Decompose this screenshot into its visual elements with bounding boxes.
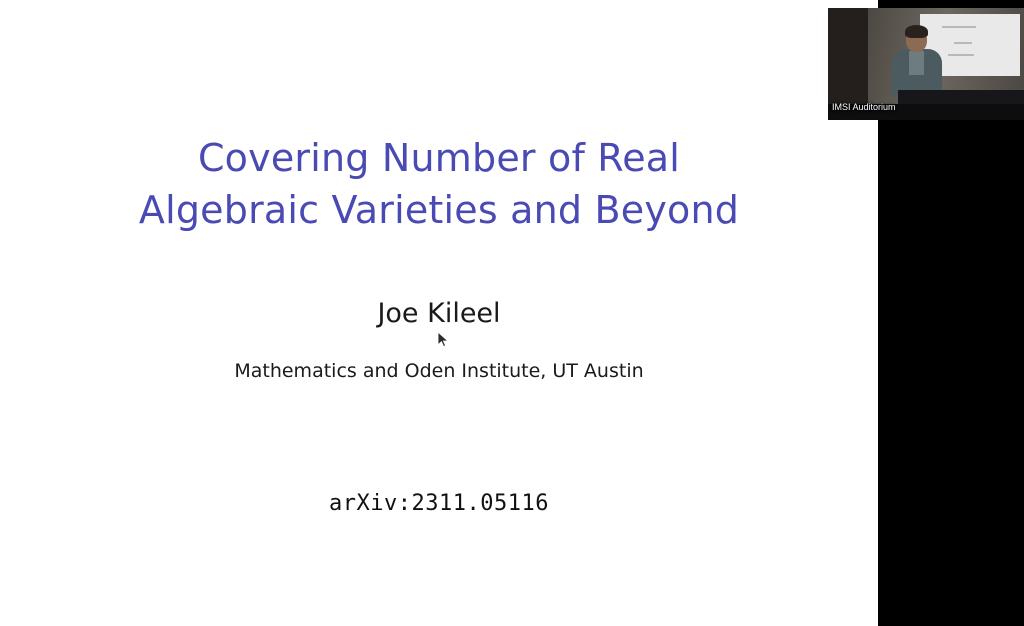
webcam-location-label: IMSI Auditorium [832,102,896,112]
slide-affiliation: Mathematics and Oden Institute, UT Austin [234,360,644,382]
projection-text-line [942,26,976,28]
speaker-shirt [909,51,924,75]
slide-arxiv-id: arXiv:2311.05116 [329,491,549,516]
projection-text-line [954,42,972,44]
projection-text-line [948,54,974,56]
slide-title-line-2: Algebraic Varieties and Beyond [138,188,740,232]
slide-title [0,132,878,236]
speaker-webcam-panel [828,8,1024,120]
slide-author: Joe Kileel [377,298,501,329]
speaker-hair [905,25,928,38]
mouse-pointer-icon [437,331,451,349]
slide-title-line-1: Covering Number of Real [197,136,681,180]
